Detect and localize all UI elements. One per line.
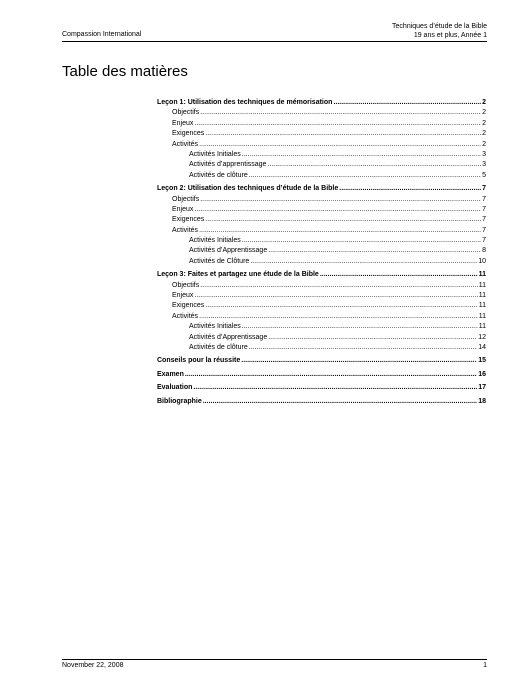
toc-entry-label: Leçon 1: Utilisation des techniques de mémorisation: [157, 99, 333, 106]
toc-entry-label: Objectifs: [172, 281, 200, 289]
toc-entry-page: 3: [482, 150, 486, 158]
toc-entry[interactable]: [157, 226, 486, 236]
toc-subentry[interactable]: [157, 160, 486, 170]
toc-entry-section[interactable]: [157, 370, 486, 380]
toc-entry-page: 8: [482, 247, 486, 255]
toc-entry-page: 7: [482, 205, 486, 213]
toc-entry[interactable]: [157, 129, 486, 139]
toc-leader-dots: [205, 301, 477, 311]
toc-leader-dots: [333, 98, 481, 108]
toc-subentry[interactable]: [157, 171, 486, 181]
toc-subentry[interactable]: [157, 246, 486, 256]
toc-entry-section[interactable]: [157, 383, 486, 393]
toc-entry-label: Activités de Clôture: [189, 257, 250, 265]
toc-subentry[interactable]: [157, 236, 486, 246]
toc-entry[interactable]: [157, 108, 486, 118]
toc-entry-label: Examen: [157, 370, 184, 378]
toc-leader-dots: [199, 226, 481, 236]
toc-entry-label: Activités de clôture: [189, 171, 248, 179]
toc-entry-section[interactable]: [157, 270, 486, 280]
toc-entry-section[interactable]: [157, 397, 486, 407]
toc-subentry[interactable]: [157, 257, 486, 267]
toc-entry-page: 11: [478, 312, 486, 320]
toc-leader-dots: [320, 270, 478, 280]
toc-leader-dots: [249, 171, 481, 181]
header-organization: Compassion International: [62, 31, 142, 38]
toc-leader-dots: [199, 312, 478, 322]
toc-entry-label: Enjeux: [172, 292, 194, 300]
toc-entry-page: 2: [482, 99, 486, 106]
toc-entry-label: Activités d’Apprentissage: [189, 333, 268, 341]
toc-leader-dots: [194, 205, 481, 215]
toc-entry[interactable]: [157, 312, 486, 322]
header-audience: 19 ans et plus, Année 1: [413, 32, 487, 39]
toc-leader-dots: [194, 119, 481, 129]
toc-entry-label: Objectifs: [172, 195, 200, 203]
toc-subentry[interactable]: [157, 322, 486, 332]
toc-entry-page: 7: [482, 216, 486, 224]
toc-subentry[interactable]: [157, 343, 486, 353]
toc-entry[interactable]: [157, 119, 486, 129]
toc-leader-dots: [250, 257, 477, 267]
toc-leader-dots: [242, 150, 481, 160]
toc-leader-dots: [339, 184, 481, 194]
toc-entry-page: 11: [478, 302, 486, 310]
toc-entry-page: 11: [478, 271, 486, 279]
toc-entry-label: Bibliographie: [157, 397, 202, 405]
footer-date: November 22, 2008: [62, 662, 124, 669]
footer-rule: [62, 659, 487, 660]
page-title: Table des matières: [62, 63, 188, 80]
toc-leader-dots: [268, 246, 481, 256]
toc-entry-page: 7: [482, 185, 486, 193]
toc-entry-label: Activités: [172, 226, 199, 234]
toc-leader-dots: [242, 322, 478, 332]
toc-entry[interactable]: [157, 205, 486, 215]
toc-entry-page: 14: [478, 343, 486, 351]
toc-entry[interactable]: [157, 301, 486, 311]
header-document-info: [392, 22, 487, 40]
toc-entry-label: Activités Initiales: [189, 150, 241, 158]
toc-entry-page: 12: [478, 333, 486, 341]
toc-leader-dots: [241, 356, 477, 366]
toc-entry-page: 2: [482, 119, 486, 127]
toc-leader-dots: [194, 291, 477, 301]
toc-entry-page: 11: [478, 323, 486, 331]
toc-entry[interactable]: [157, 291, 486, 301]
footer-page-number: 1: [483, 662, 487, 669]
toc-entry-page: 11: [478, 292, 486, 300]
toc-entry-page: 3: [482, 161, 486, 169]
toc-entry[interactable]: [157, 140, 486, 150]
toc-entry-page: 2: [482, 130, 486, 138]
toc-entry-label: Activités de clôture: [189, 343, 248, 351]
toc-entry-page: 5: [482, 171, 486, 179]
toc-leader-dots: [205, 215, 481, 225]
toc-entry-page: 17: [478, 384, 486, 392]
toc-entry-label: Evaluation: [157, 384, 193, 392]
toc-entry-section[interactable]: [157, 356, 486, 366]
toc-leader-dots: [249, 343, 477, 353]
toc-entry-page: 7: [482, 226, 486, 234]
toc-entry-label: Exigences: [172, 302, 205, 310]
header-document-title: Techniques d’étude de la Bible: [392, 23, 487, 30]
toc-entry-page: 11: [478, 281, 486, 289]
toc-entry-section[interactable]: [157, 98, 486, 108]
toc-entry-label: Enjeux: [172, 119, 194, 127]
toc-entry-label: Conseils pour la réussite: [157, 357, 241, 365]
toc-entry-label: Enjeux: [172, 205, 194, 213]
toc-leader-dots: [267, 160, 481, 170]
header-rule: [62, 41, 487, 42]
toc-subentry[interactable]: [157, 333, 486, 343]
toc-entry-label: Objectifs: [172, 109, 200, 117]
toc-entry-page: 18: [478, 397, 486, 405]
toc-entry[interactable]: [157, 195, 486, 205]
toc-leader-dots: [268, 333, 477, 343]
toc-leader-dots: [242, 236, 481, 246]
toc-entry-label: Activités: [172, 312, 199, 320]
toc-leader-dots: [203, 397, 477, 407]
toc-entry-label: Exigences: [172, 216, 205, 224]
toc-entry-label: Leçon 2: Utilisation des techniques d’étude de la Bible: [157, 185, 339, 193]
toc-entry-label: Exigences: [172, 130, 205, 138]
toc-entry-page: 16: [478, 370, 486, 378]
toc-entry-page: 2: [482, 140, 486, 148]
toc-leader-dots: [199, 140, 481, 150]
toc-entry-page: 7: [482, 195, 486, 203]
toc-leader-dots: [200, 195, 481, 205]
toc-entry-page: 15: [478, 357, 486, 365]
toc-entry-label: Activités Initiales: [189, 237, 241, 245]
toc-entry-page: 10: [478, 257, 486, 265]
toc-leader-dots: [200, 281, 477, 291]
toc-entry-label: Activités d’apprentissage: [189, 161, 267, 169]
toc-leader-dots: [185, 370, 477, 380]
toc-entry[interactable]: [157, 281, 486, 291]
toc-entry-label: Activités: [172, 140, 199, 148]
toc-entry-label: Activités Initiales: [189, 323, 241, 331]
toc-entry-section[interactable]: [157, 184, 486, 194]
toc-entry[interactable]: [157, 215, 486, 225]
toc-leader-dots: [205, 129, 481, 139]
toc-subentry[interactable]: [157, 150, 486, 160]
toc-leader-dots: [193, 383, 477, 393]
toc-entry-page: 2: [482, 109, 486, 117]
toc-entry-page: 7: [482, 237, 486, 245]
toc-entry-label: Leçon 3: Faites et partagez une étude de la Bible: [157, 271, 319, 279]
table-of-contents: [157, 98, 486, 407]
toc-leader-dots: [200, 108, 481, 118]
toc-entry-label: Activités d’Apprentissage: [189, 247, 268, 255]
